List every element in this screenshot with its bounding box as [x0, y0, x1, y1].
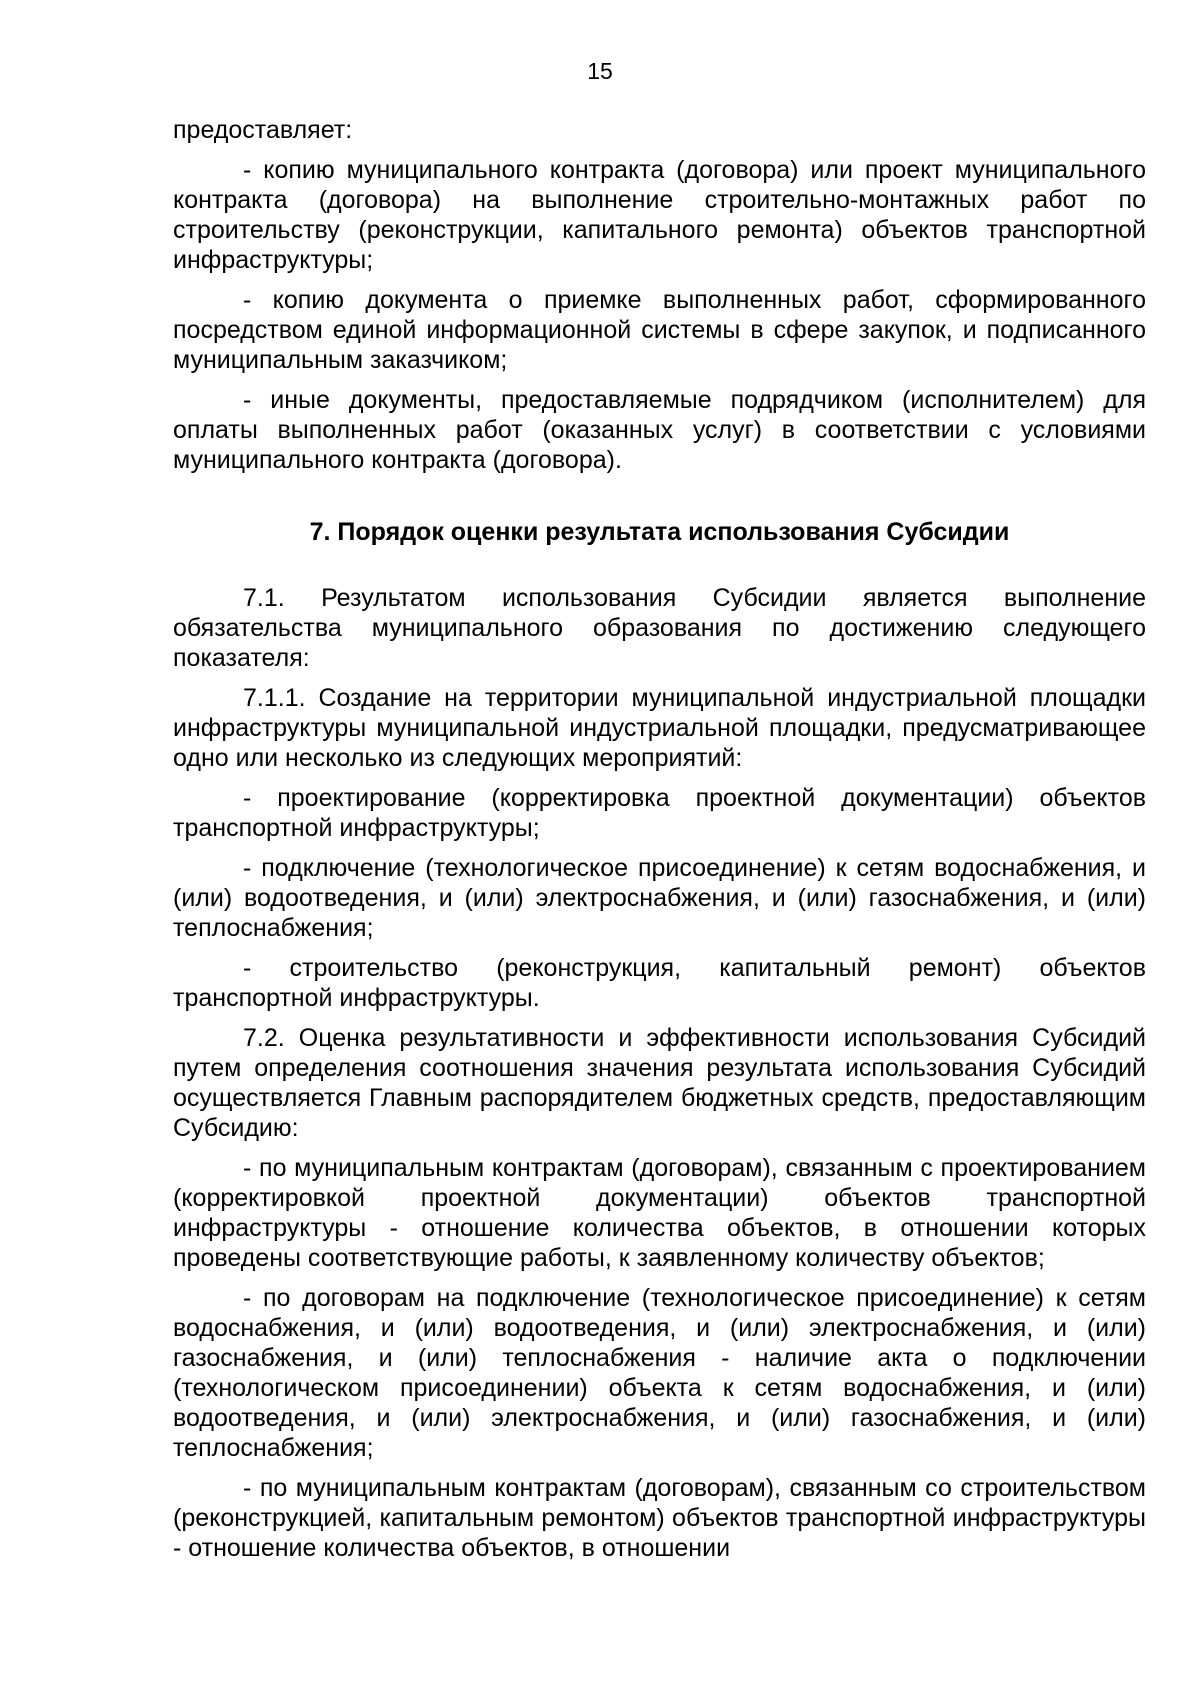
list-item-design-contracts: - по муниципальным контрактам (договорам), связанным с проектированием (корректировкой проектной документации) объектов транспортной инфраструктуры - отношение количества объектов, в отношении которых проведены соответствующие работы, к заявленному количеству объектов; [173, 1154, 1146, 1272]
paragraph-7-1-1: 7.1.1. Создание на территории муниципальной индустриальной площадки инфраструктуры муниципальной индустриальной площадки, предусматривающее одно или несколько из следующих мероприятий: [173, 684, 1146, 772]
list-item-connection-contracts: - по договорам на подключение (технологическое присоединение) к сетям водоснабжения, и (или) водоотведения, и (или) электроснабжения, и (или) газоснабжения, и (или) теплоснабжения - наличие акта о подключении (технологическом присоединении) объекта к сетям водоснабжения, и (или) водоотведения, и (или) электроснабжения, и (или) газоснабжения, и (или) теплоснабжения; [173, 1284, 1146, 1462]
paragraph-7-2: 7.2. Оценка результативности и эффективности использования Субсидий путем определения соотношения значения результата использования Субсидий осуществляется Главным распорядителем бюджетных средств, предоставляющим Субсидию: [173, 1024, 1146, 1142]
list-item-contract-copy: - копию муниципального контракта (договора) или проект муниципального контракта (договора) на выполнение строительно-монтажных работ по строительству (реконструкции, капитального ремонта) объектов транспортной инфраструктуры; [173, 156, 1146, 274]
list-item-construction-contracts: - по муниципальным контрактам (договорам), связанным со строительством (реконструкцией, капитальным ремонтом) объектов транспортной инфраструктуры - отношение количества объектов, в отношении [173, 1474, 1146, 1562]
document-body [173, 115, 1146, 1573]
paragraph-intro: предоставляет: [173, 116, 353, 144]
list-item-connection: - подключение (технологическое присоединение) к сетям водоснабжения, и (или) водоотведения, и (или) электроснабжения, и (или) газоснабжения, и (или) теплоснабжения; [173, 854, 1146, 942]
paragraph-7-1: 7.1. Результатом использования Субсидии является выполнение обязательства муниципального образования по достижению следующего показателя: [173, 584, 1146, 672]
list-item-acceptance-document: - копию документа о приемке выполненных работ, сформированного посредством единой информационной системы в сфере закупок, и подписанного муниципальным заказчиком; [173, 286, 1146, 374]
list-item-construction: - строительство (реконструкция, капитальный ремонт) объектов транспортной инфраструктуры. [173, 954, 1146, 1012]
page-number: 15 [587, 58, 613, 84]
list-item-other-documents: - иные документы, предоставляемые подрядчиком (исполнителем) для оплаты выполненных работ (оказанных услуг) в соответствии с условиями муниципального контракта (договора). [173, 386, 1146, 474]
list-item-design: - проектирование (корректировка проектной документации) объектов транспортной инфраструктуры; [173, 784, 1146, 842]
section-heading: 7. Порядок оценки результата использования Субсидии [309, 518, 1010, 546]
